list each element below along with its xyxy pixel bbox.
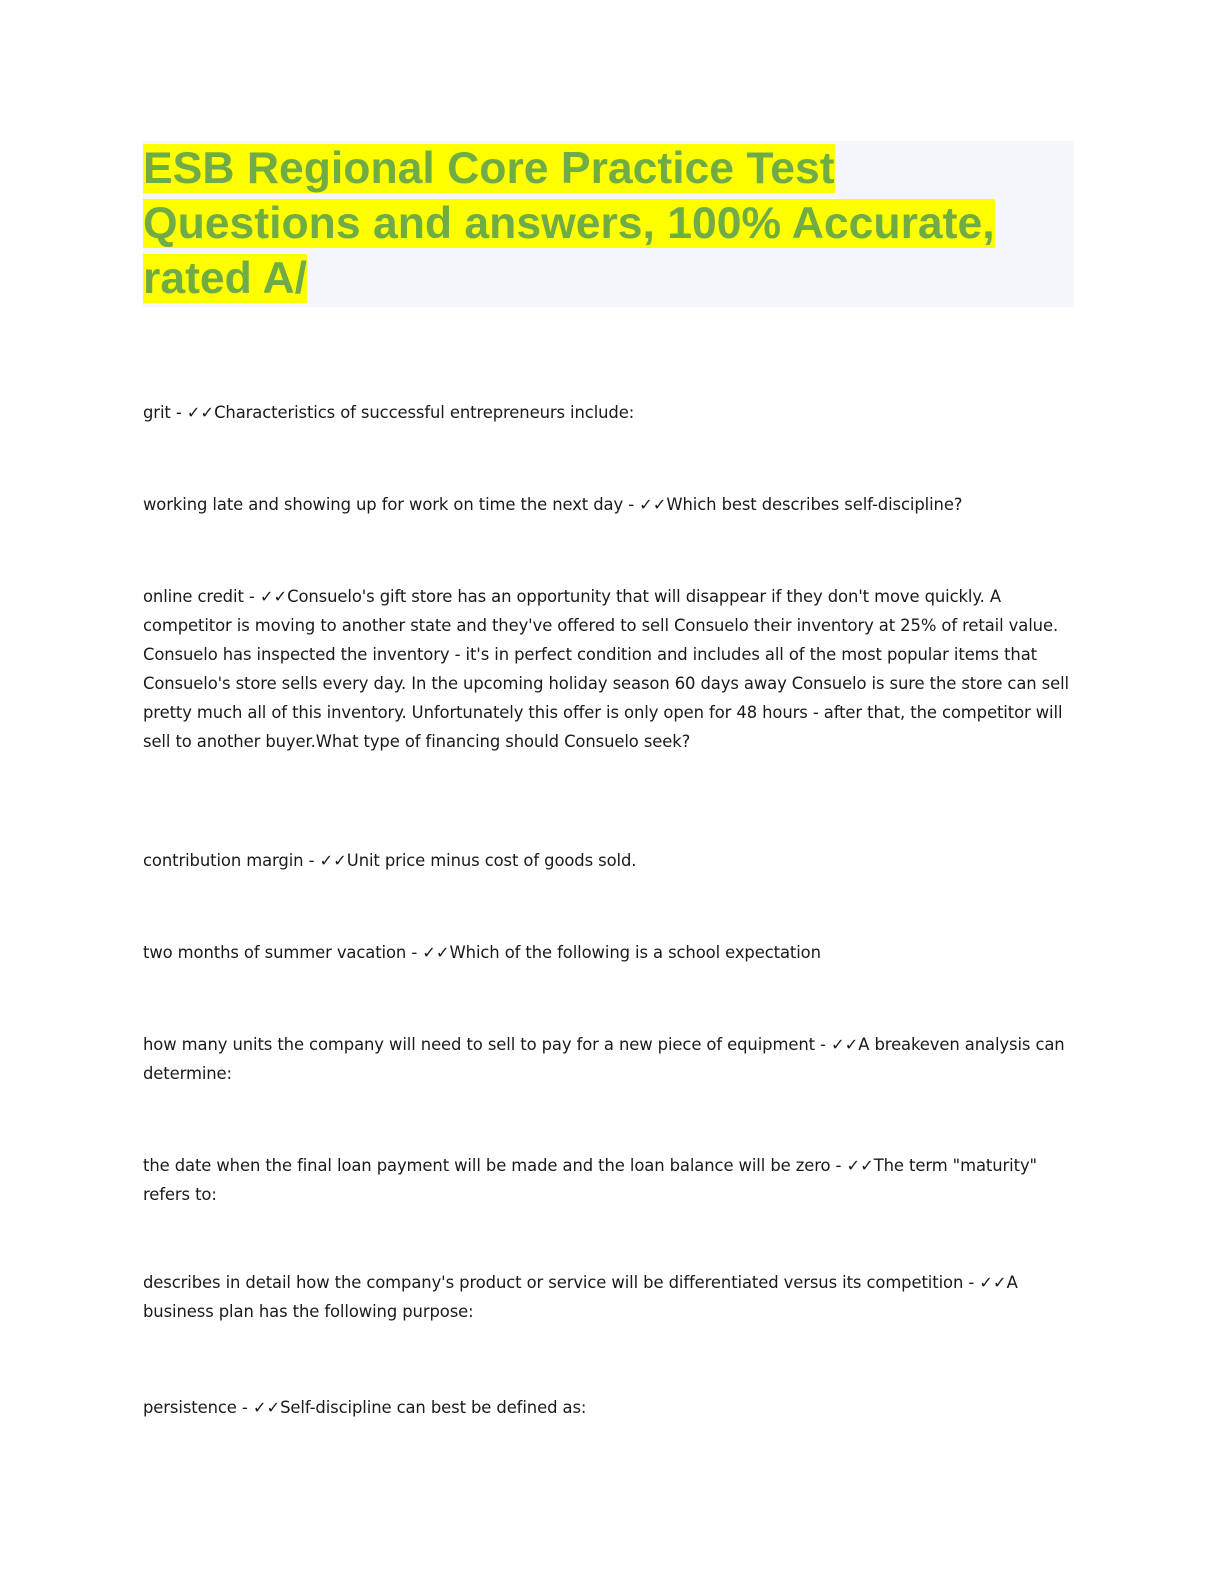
qa-separator: - (963, 1273, 980, 1292)
qa-separator: - (243, 587, 260, 606)
qa-separator: - (236, 1398, 253, 1417)
qa-answer: working late and showing up for work on time the next day (143, 495, 624, 514)
qa-answer: the date when the final loan payment will be made and the loan balance will be zero (143, 1156, 831, 1175)
double-check-icon: ✓✓ (319, 851, 347, 870)
qa-item (143, 1030, 1078, 1088)
qa-answer: contribution margin (143, 851, 304, 870)
document-title-block (143, 141, 1074, 307)
qa-item (143, 1151, 1078, 1209)
qa-item (143, 582, 1078, 756)
qa-question: Which best describes self-discipline? (666, 495, 963, 514)
qa-question: A breakeven analysis can determine: (143, 1035, 1065, 1083)
qa-answer: online credit (143, 587, 244, 606)
qa-question: Self-discipline can best be defined as: (280, 1398, 587, 1417)
qa-separator: - (623, 495, 640, 514)
qa-separator: - (170, 403, 187, 422)
document-title (143, 141, 1074, 306)
qa-item (143, 1268, 1078, 1326)
qa-answer: grit (143, 403, 171, 422)
double-check-icon: ✓✓ (252, 1398, 281, 1417)
title-line: ESB Regional Core Practice Test (143, 144, 835, 193)
qa-question: The term "maturity" refers to: (143, 1156, 1037, 1204)
qa-answer: persistence (143, 1398, 237, 1417)
double-check-icon: ✓✓ (259, 587, 288, 606)
double-check-icon: ✓✓ (186, 403, 215, 422)
qa-answer: two months of summer vacation (143, 943, 407, 962)
qa-separator: - (814, 1035, 831, 1054)
qa-item (143, 490, 1078, 519)
qa-question: Characteristics of successful entrepreneurs include: (214, 403, 635, 422)
qa-question: A business plan has the following purpose: (143, 1273, 1018, 1321)
qa-separator: - (830, 1156, 847, 1175)
qa-item (143, 1393, 1078, 1422)
qa-item (143, 938, 1078, 967)
qa-question: Which of the following is a school expectation (449, 943, 821, 962)
title-line: Questions and answers, 100% Accurate, (143, 199, 995, 248)
qa-answer: how many units the company will need to sell to pay for a new piece of equipment (143, 1035, 815, 1054)
double-check-icon: ✓✓ (639, 495, 667, 514)
title-line: rated A/ (143, 254, 308, 303)
double-check-icon: ✓✓ (422, 943, 450, 962)
qa-separator: - (406, 943, 423, 962)
qa-separator: - (303, 851, 320, 870)
double-check-icon: ✓✓ (979, 1273, 1007, 1292)
qa-item (143, 398, 1078, 427)
double-check-icon: ✓✓ (846, 1156, 874, 1175)
double-check-icon: ✓✓ (830, 1035, 859, 1054)
qa-answer: describes in detail how the company's product or service will be differentiated versus its competition (143, 1273, 964, 1292)
qa-question: Consuelo's gift store has an opportunity that will disappear if they don't move quickly. A competitor is moving to another state and they've offered to sell Consuelo their inventory at 25% of retail value. Consuelo has inspected the inventory - it's in perfect condition and includes all of the most popular items that Consuelo's store sells every day. In the upcoming holiday season 60 days away Consuelo is sure the store can sell pretty much all of this inventory. Unfortunately this offer is only open for 48 hours - after that, the competitor will sell to another buyer.What type of financing should Consuelo seek? (143, 587, 1070, 751)
qa-item (143, 846, 1078, 875)
qa-question: Unit price minus cost of goods sold. (346, 851, 637, 870)
